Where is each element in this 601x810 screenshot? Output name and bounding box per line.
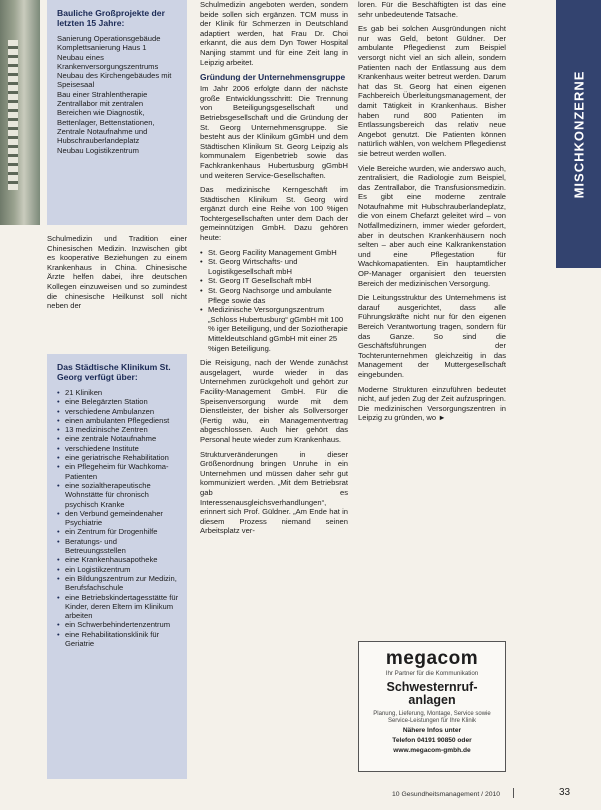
list-item: Neubau des Kirchengebäudes mit Speisesaal [57, 71, 172, 90]
photo-strip [0, 0, 40, 225]
paragraph: Moderne Strukturen einzuführen bedeutet nicht, auf jeden Zug der Zeit aufzuspringen. Die medizinischen Versorgungszentren in Leipzig zu gründen, wo ► [358, 384, 506, 423]
list-item: • ein Logistikzentrum [57, 565, 179, 574]
list-item: Neubau eines Krankenversorgungszentrums [57, 52, 159, 71]
paragraph: loren. Für die Beschäftigten ist das eine sehr unbedeutende Tatsache. [358, 0, 506, 19]
list-item: • ein Bildungszentrum zur Medizin, Berufsfachschule [57, 574, 179, 593]
page-number: 33 [559, 787, 571, 798]
ad-description: Planung, Lieferung, Montage, Service sowie Service-Leistungen für Ihre Klinik [373, 710, 491, 724]
list-item: • Medizinische Versorgungszentrum „Schloss Hubertusburg“ gGmbH mit 100 % iger Beteiligung, und der Soziotherapie Mitteldeutschland gGmbH mit einer 25 %igen Beteiligung. [200, 305, 348, 353]
list-item: Neubau Logistikzentrum [57, 145, 139, 155]
paragraph: Es gab bei solchen Ausgründungen nicht nur was Geld, betont Güldner. Der ambulante Pflegedienst zum Beispiel versorgt nicht viel an sich allein, sondern Patienten nach der Entlassung aus dem Krankenhaus weiter betreut werden. Darum hat das St. Georg hat einen eigenen Fachbereich Überleitungsmanagement, der damit Tätigkeit in Krankenhaus. Bisher haben rund 800 Patienten im Entlassungsbereich das relativ neue Angebot genutzt. Die Patienten können natürlich wählen, von welchem Pflegedienst sie betreut werden wollen. [358, 24, 506, 158]
middle-column [200, 0, 348, 541]
list-item: Sanierung Operationsgebäude [57, 34, 161, 43]
list-item: • verschiedene Institute [57, 444, 179, 453]
paragraph: Im Jahr 2006 erfolgte dann der nächste große Entwicklungsschritt: Die Trennung von Beteiligungsgesellschaft und Betriebsgesellschaft und die Gründung der St. Georg Unternehmensgruppe. Sie besteht aus der Klinikum gGmbH und dem Städtischen Klinikum St. Georg Leipzig als kommunalem Eigenbetrieb sowie das Fachkrankenhaus Hubertusburg gGmbH und weiteren Service-Gesellschaften. [200, 84, 348, 180]
right-column [358, 0, 506, 428]
list-item: • eine zentrale Notaufnahme [57, 434, 179, 443]
ad-website-link[interactable]: www.megacom-gmbh.de [393, 747, 471, 755]
list-item: • Beratungs- und Betreuungsstellen [57, 537, 179, 556]
section-heading: Gründung der Unternehmensgruppe [200, 72, 346, 83]
list-item: • 13 medizinische Zentren [57, 425, 179, 434]
footer-magazine: 10 Gesundheitsmanagement / 2010 [392, 791, 501, 798]
list-item: • St. Georg Facility Management GmbH [200, 248, 348, 258]
list-item: • ein Zentrum für Drogenhilfe [57, 527, 179, 536]
list-item: • ein Schwerbehindertenzentrum [57, 620, 179, 629]
advertisement [358, 641, 506, 772]
list-item: • 21 Kliniken [57, 388, 179, 397]
paragraph: Die Reisigung, nach der Wende zunächst ausgelagert, wurde wieder in das Unternehmen zurückgeholt und gehört zur Facility-Management GmbH. Für die Speisenversorgung wurde mit dem Dienstleister, der bisher als Sollversorger (Fertig wäu, ein Managementvertrag abgeschlossen. Auch hier gehört das Personal heute wieder zum Krankenhaus. [200, 358, 348, 444]
paragraph: Das medizinische Kerngeschäft im Städtischen Klinikum St. Georg wird ergänzt durch eine Reihe von 100 %igen Tochtergesellschaften unter dem Dach der gemeinnützigen GmbH. Dazu gehören heute: [200, 185, 348, 243]
footer-divider [513, 788, 514, 798]
list-item: • den Verbund gemeindenaher Psychiatrie [57, 509, 179, 528]
section-tab-label: MISCHKONZERNE [571, 70, 586, 198]
ad-contact-title: Nähere Infos unter [402, 727, 462, 735]
list-item: Bau einer Strahlentherapie [57, 89, 148, 99]
ad-headline: Schwesternruf-anlagen [386, 679, 478, 707]
subsidiary-list [200, 248, 348, 354]
info-box-construction-title: Bauliche Großprojekte der letzten 15 Jahre: [57, 8, 165, 28]
section-tab [556, 0, 601, 268]
list-item: • ein Pflegeheim für Wachkoma-Patienten [57, 462, 179, 481]
list-item: Zentrallabor mit zentralen Bereichen wie Diagnostik, Bettenlager, Bettenstationen, Zentrale Notaufnahme und Hubschrauberlandeplatz [57, 99, 155, 146]
list-item: • einen ambulanten Pflegedienst [57, 416, 179, 425]
paragraph: Die Leitungsstruktur des Unternehmens ist darauf ausgerichtet, dass alle Führungskräfte nicht nur für den eigenen Bereich Verantwortung tragen, sondern für das Ganze. So sind die Geschäftsführungen der Tochterunternehmen gleichzeitig in das Management der Muttergesellschaft eingebunden. [358, 293, 506, 379]
info-box-facilities [47, 354, 187, 779]
list-item: • eine Betriebskindertagesstätte für Kinder, deren Eltern im Klinikum arbeiten [57, 593, 179, 621]
paragraph: Viele Bereiche wurden, wie anderswo auch, zentralisiert, die Radiologie zum Beispiel, das Zentrallabor, die Transfusionsmedizin. Es gibt eine moderne zentrale Notaufnahme mit Hubschrauberlandeplatz, die von einem Chefarzt geleitet wird – von Notfallmedizinern, immer wieder gefordert, aber in deutschen Krankenhäusern noch selten – aber auch eine Kalkrankenstation und eine Pflegestation für Wachkomapatienten. Ein hauptamtlicher OP-Manager organisiert den teuersten Bereich der medizinischen Versorgung. [358, 163, 506, 288]
list-item: • St. Georg Wirtschafts- und Logistikgesellschaft mbH [200, 257, 348, 276]
list-item: • eine Rehabilitationsklinik für Geriatrie [57, 630, 179, 649]
list-item: • eine geriatrische Rehabilitation [57, 453, 179, 462]
info-box-construction-list [57, 34, 179, 155]
left-column [47, 234, 187, 316]
ad-brand-logo: megacom [385, 648, 479, 669]
list-item: Komplettsanierung Haus 1 [57, 43, 147, 53]
paragraph: Strukturveränderungen in dieser Größenordnung bringen Unruhe in ein Unternehmen und müssen daher sehr gut kommuniziert werden. „Mit dem Betriebsrat gab es Interessenausgleichsverhandlungen“, erinnert sich Prof. Güldner. „Am Ende hat in diesem Prozess niemand seinen Arbeitsplatz ver- [200, 449, 348, 536]
list-item: • eine sozialtherapeutische Wohnstätte für chronisch psychisch Kranke [57, 481, 179, 509]
paragraph: Schulmedizin angeboten werden, sondern beide sollen sich ergänzen. TCM muss in der Klinik für Schmerzen in Deutschland adaptiert werden, hat Frau Dr. Choi erkannt, die aus dem Dyn Tower Hospital Nanjing stammt und für eine Zeit lang in Leipzig arbeitet. [200, 0, 348, 67]
info-box-construction [47, 0, 187, 225]
ad-phone: Telefon 04191 90850 oder [392, 737, 472, 745]
left-column-text: Schulmedizin und Tradition einer Chinesischen Medizin. Inzwischen gibt es kooperative Beziehungen zu einem Krankenhaus in China. Chinesische Ärzte helfen dabei, ihre deutschen Kollegen einzuweisen und so zumindest die chinesische Heilkunst soll nicht neben der [47, 234, 187, 311]
list-item: • St. Georg IT Gesellschaft mbH [200, 276, 348, 286]
list-item: • eine Krankenhausapotheke [57, 555, 179, 564]
list-item: • verschiedene Ambulanzen [57, 407, 179, 416]
info-box-facilities-title: Das Städtische Klinikum St. Georg verfügt über: [57, 362, 171, 382]
ad-tagline: Ihr Partner für die Kommunikation [385, 670, 479, 677]
list-item: • St. Georg Nachsorge und ambulante Pflege sowie das [200, 286, 348, 305]
list-item: • eine Belegärzten Station [57, 397, 179, 406]
info-box-facilities-list [57, 388, 179, 648]
